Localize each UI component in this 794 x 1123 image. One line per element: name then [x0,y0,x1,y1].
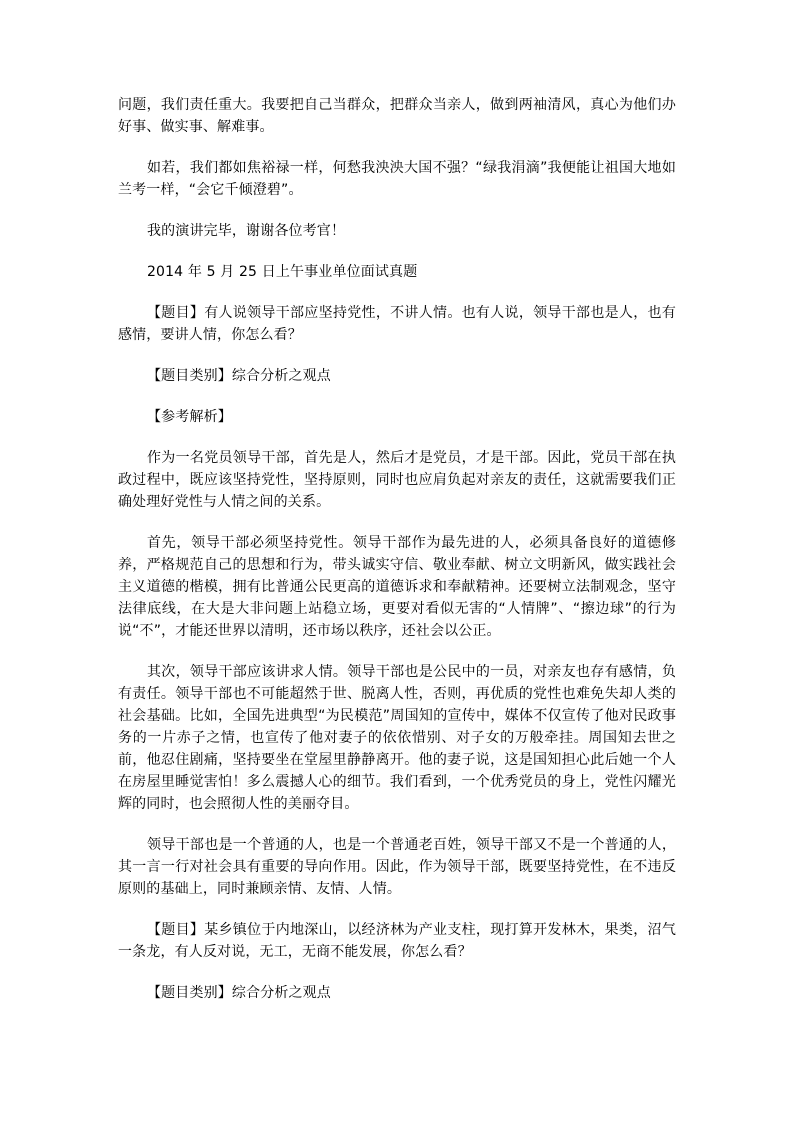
analysis-conclusion: 领导干部也是一个普通的人，也是一个普通老百姓，领导干部又不是一个普通的人，其一言一行对社会具有重要的导向作用。因此，作为领导干部，既要坚持党性，在不违反原则的基础上，同时兼顾亲情、友情、人情。 [118,837,676,897]
analysis-party-spirit: 首先，领导干部必须坚持党性。领导干部作为最先进的人，必须具备良好的道德修养，严格规范自己的思想和行为，带头诚实守信、敬业奉献、树立文明新风，做实践社会主义道德的楷模，拥有比普通公民更高的道德诉求和奉献精神。还要树立法制观念，坚守法律底线，在大是大非问题上站稳立场，更要对看似无害的“人情牌”、“擦边球”的行为说“不”，才能还世界以清明，还市场以秩序，还社会以公正。 [118,535,676,639]
paragraph-closing: 我的演讲完毕，谢谢各位考官！ [147,223,346,239]
paragraph-jiao-yulu: 如若，我们都如焦裕禄一样，何愁我泱泱大国不强？“绿我涓滴”我便能让祖国大地如兰考一样，“会它千倾澄碧”。 [118,160,676,198]
analysis-human-feelings: 其次，领导干部应该讲求人情。领导干部也是公民中的一员，对亲友也存有感情，负有责任。领导干部也不可能超然于世、脱离人性，否则，再优质的党性也难免失却人类的社会基础。比如，全国先进典型“为民模范”周国知的宣传中，媒体不仅宣传了他对民政事务的一片赤子之情，也宣传了他对妻子的依依惜别、对子女的万般牵挂。周国知去世之前，他忍住剧痛，坚持要坐在堂屋里静静离开。他的妻子说，这是国知担心此后她一个人在房屋里睡觉害怕！多么震撼人心的细节。我们看到，一个优秀党员的身上，党性闪耀光辉的同时，也会照彻人性的美丽夺目。 [118,664,676,812]
question-1-category: 【题目类别】综合分析之观点 [147,368,331,384]
section-heading-exam-date: 2014 年 5 月 25 日上午事业单位面试真题 [147,264,418,280]
question-2-category: 【题目类别】综合分析之观点 [147,985,331,1001]
reference-analysis-label: 【参考解析】 [147,409,232,425]
question-1: 【题目】有人说领导干部应坚持党性，不讲人情。也有人说，领导干部也是人，也有感情，要讲人情，你怎么看？ [118,305,676,343]
analysis-intro: 作为一名党员领导干部，首先是人，然后才是党员，才是干部。因此，党员干部在执政过程中，既应该坚持党性，坚持原则，同时也应肩负起对亲友的责任，这就需要我们正确处理好党性与人情之间的关系。 [118,450,676,510]
paragraph-continuation: 问题，我们责任重大。我要把自己当群众，把群众当亲人，做到两袖清风，真心为他们办好事、做实事、解难事。 [118,97,676,135]
document-page [118,94,676,1023]
question-2: 【题目】某乡镇位于内地深山，以经济林为产业支柱，现打算开发林木，果类，沼气一条龙，有人反对说，无工，无商不能发展，你怎么看？ [118,922,676,960]
